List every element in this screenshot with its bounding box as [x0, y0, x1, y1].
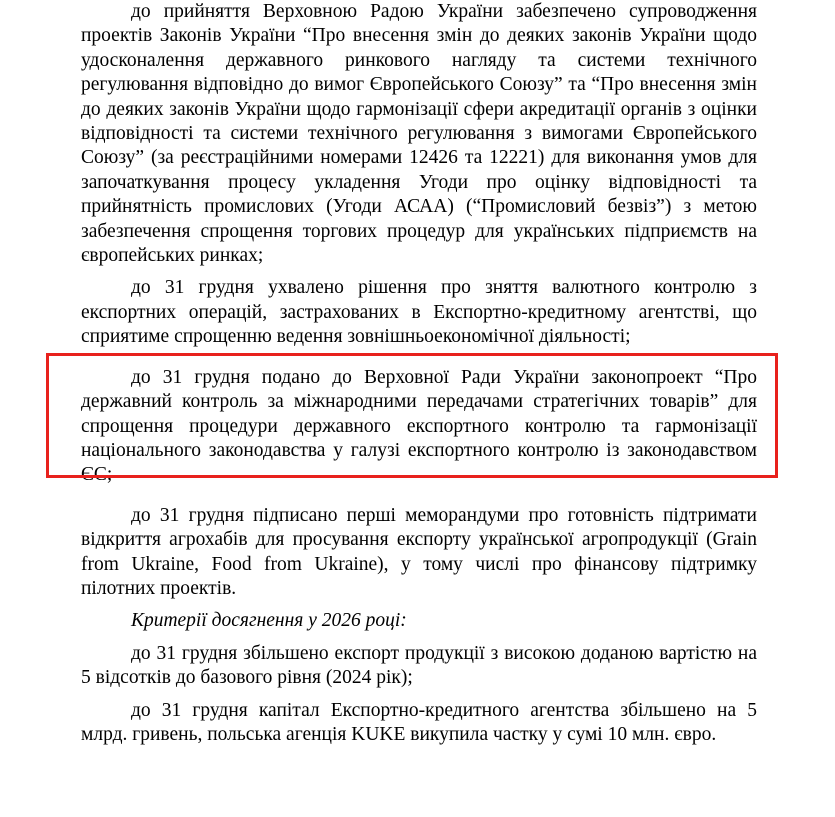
paragraph-eca-capital: до 31 грудня капітал Експортно-кредитного агентства збільшено на 5 млрд. гривень, польська агенція KUKE викупила частку у сумі 10 млн. євро.	[81, 699, 757, 745]
section-heading-criteria-2026: Критерії досягнення у 2026 році:	[131, 610, 407, 632]
document-body	[81, 0, 757, 747]
paragraph-law-support: до прийняття Верховною Радою України забезпечено супроводження проектів Законів України “Про внесення змін до деяких законів України щодо удосконалення державного ринкового нагляду та системи технічного регулювання відповідно до вимог Європейського Союзу” та “Про внесення змін до деяких законів України щодо гармонізації сфери акредитації органів з оцінки відповідності та системи технічного регулювання з вимогами Європейського Союзу” (за реєстраційними номерами 12426 та 12221) для виконання умов для започаткування процесу укладення Угоди про оцінку відповідності та прийнятність промислових (Угоди АСАА) (“Промисловий безвіз”) з метою забезпечення спрощення торгових процедур для українських підприємств на європейських ринках;	[81, 1, 757, 267]
paragraph-export-growth: до 31 грудня збільшено експорт продукції з високою доданою вартістю на 5 відсотків до базового рівня (2024 рік);	[81, 642, 757, 689]
paragraph-strategic-goods-bill: до 31 грудня подано до Верховної Ради України законопроект “Про державний контроль за міжнародними передачами стратегічних товарів” для спрощення процедури державного експортного контролю та гармонізації національного законодавства у галузі експортного контролю із законодавством ЄС;	[81, 366, 757, 486]
paragraph-agrohubs-memorandums: до 31 грудня підписано перші меморандуми про готовність підтримати відкриття агрохабів для просування експорту української агропродукції (Grain from Ukraine, Food from Ukraine), у тому числі про фінансову підтримку пілотних проектів.	[81, 504, 757, 599]
paragraph-currency-control: до 31 грудня ухвалено рішення про зняття валютного контролю з експортних операцій, застрахованих в Експортно-кредитному агентстві, що сприятиме спрощенню ведення зовнішньоекономічної діяльності;	[81, 277, 757, 348]
